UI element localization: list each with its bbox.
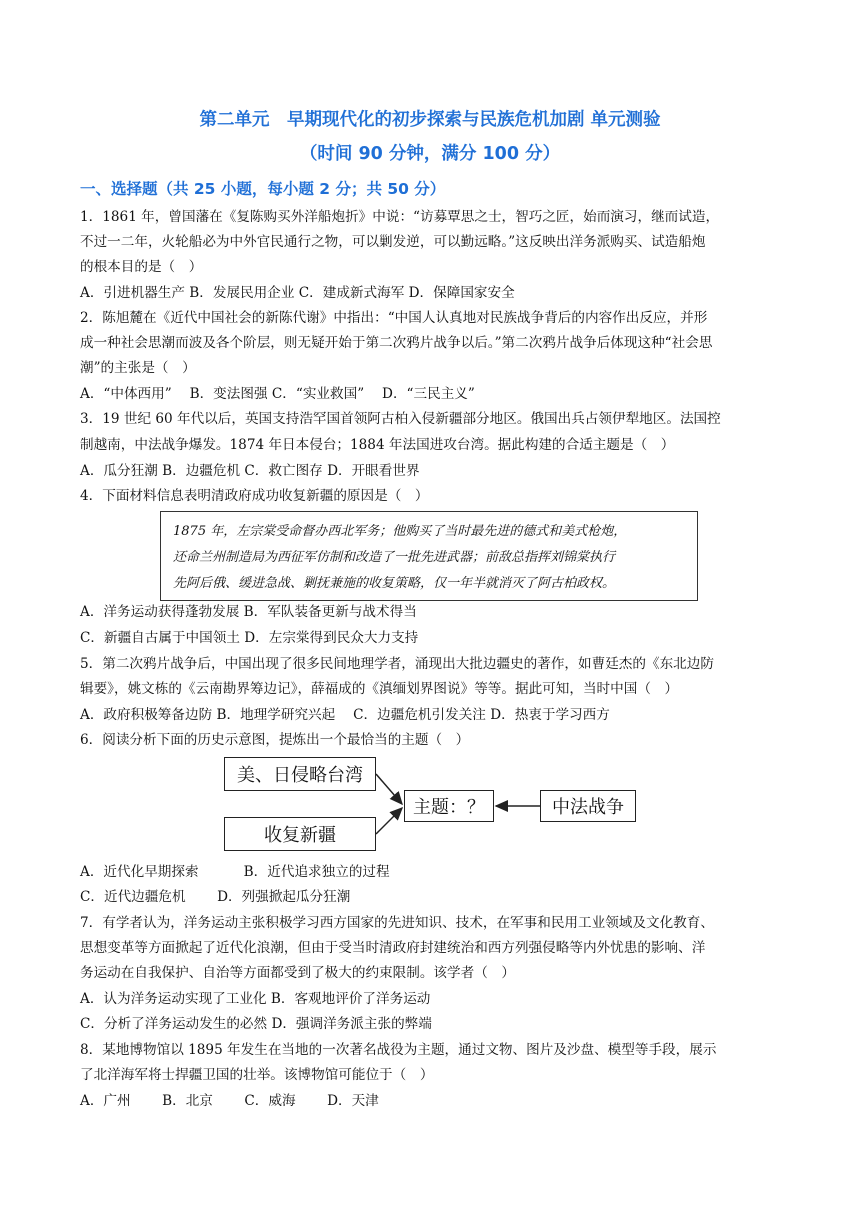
question-8-options: A．广州 B．北京 C．威海 D．天津 (80, 1093, 379, 1109)
question-3-line-1: 3．19 世纪 60 年代以后，英国支持浩罕国首领阿古柏入侵新疆部分地区。俄国出兵占领伊犁地区。法国控 (80, 411, 721, 427)
question-7-line-2: 思想变革等方面掀起了近代化浪潮，但由于受当时清政府封建统治和西方列强侵略等内外忧患的影响、洋 (80, 940, 706, 956)
question-4-options-1: A．洋务运动获得蓬勃发展 B．军队装备更新与战术得当 (80, 604, 417, 620)
history-diagram (224, 757, 636, 851)
question-4-line-1: 4．下面材料信息表明清政府成功收复新疆的原因是（ ） (80, 488, 429, 504)
question-1-options: A．引进机器生产 B．发展民用企业 C．建成新式海军 D．保障国家安全 (80, 285, 515, 301)
question-1-line-3: 的根本目的是（ ） (80, 259, 203, 275)
diagram-box-theme: 主题：？ (404, 790, 494, 822)
material-line: 1875 年，左宗棠受命督办西北军务；他购买了当时最先进的德式和美式枪炮， (173, 524, 627, 539)
material-line: 先阿后俄、缓进急战、剿抚兼施的收复策略，仅一年半就消灭了阿古柏政权。 (173, 576, 616, 591)
question-2-line-3: 潮”的主张是（ ） (80, 360, 196, 376)
question-7-options-2: C．分析了洋务运动发生的必然 D．强调洋务派主张的弊端 (80, 1016, 432, 1032)
question-2-line-1: 2．陈旭麓在《近代中国社会的新陈代谢》中指出：“中国人认真地对民族战争背后的内容作出反应，并形 (80, 310, 708, 326)
question-3-line-2: 制越南，中法战争爆发。1874 年日本侵台；1884 年法国进攻台湾。据此构建的合适主题是（ ） (80, 437, 675, 453)
question-4-options-2: C．新疆自古属于中国领土 D．左宗棠得到民众大力支持 (80, 630, 419, 646)
diagram-box-xinjiang: 收复新疆 (224, 817, 376, 851)
diagram-box-taiwan: 美、日侵略台湾 (224, 757, 376, 791)
diagram-box-sino-french-war: 中法战争 (540, 790, 636, 822)
question-3-options: A．瓜分狂潮 B．边疆危机 C．救亡图存 D．开眼看世界 (80, 463, 420, 479)
question-2-line-2: 成一种社会思潮而波及各个阶层，则无疑开始于第二次鸦片战争以后。”第二次鸦片战争后体现这种“社会思 (80, 335, 713, 351)
material-line: 还命兰州制造局为西征军仿制和改造了一批先进武器；前敌总指挥刘锦棠执行 (173, 550, 616, 565)
question-6-options-1: A．近代化早期探索 B．近代追求独立的过程 (80, 864, 390, 880)
question-4-material-box (160, 511, 698, 601)
unit-title: 第二单元 早期现代化的初步探索与民族危机加剧 单元测验 (199, 110, 661, 130)
question-5-line-1: 5．第二次鸦片战争后，中国出现了很多民间地理学者，涌现出大批边疆史的著作，如曹廷杰的《东北边防 (80, 656, 714, 672)
question-1-line-1: 1．1861 年，曾国藩在《复陈购买外洋船炮折》中说：“访募覃思之士，智巧之匠，始而演习，继而试造， (80, 209, 720, 225)
arrow-icon (376, 808, 402, 834)
arrow-icon (376, 774, 402, 804)
question-5-line-2: 辑要》，姚文栋的《云南勘界筹边记》，薛福成的《滇缅划界图说》等等。据此可知，当时中国（ ） (80, 681, 679, 697)
question-1-line-2: 不过一二年，火轮船必为中外官民通行之物，可以剿发逆，可以勤远略。”这反映出洋务派购买、试造船炮 (80, 234, 706, 250)
question-6-options-2: C．近代边疆危机 D．列强掀起瓜分狂潮 (80, 889, 351, 905)
question-6-line-1: 6．阅读分析下面的历史示意图，提炼出一个最恰当的主题（ ） (80, 732, 470, 748)
question-5-options: A．政府积极筹备边防 B．地理学研究兴起 C．边疆危机引发关注 D．热衷于学习西方 (80, 707, 610, 723)
question-2-options: A．“中体西用” B．变法图强 C．“实业救国” D．“三民主义” (80, 386, 475, 402)
question-7-line-1: 7．有学者认为，洋务运动主张积极学习西方国家的先进知识、技术，在军事和民用工业领域及文化教育、 (80, 915, 714, 931)
section-heading: 一、选择题（共 25 小题，每小题 2 分；共 50 分） (80, 180, 446, 198)
question-7-line-3: 务运动在自我保护、自治等方面都受到了极大的约束限制。该学者（ ） (80, 965, 515, 981)
question-7-options-1: A．认为洋务运动实现了工业化 B．客观地评价了洋务运动 (80, 991, 431, 1007)
exam-time-score: （时间 90 分钟，满分 100 分） (299, 144, 561, 164)
diagram-arrows (224, 757, 636, 851)
question-8-line-1: 8．某地博物馆以 1895 年发生在当地的一次著名战役为主题，通过文物、图片及沙盘、模型等手段，展示 (80, 1042, 717, 1058)
question-8-line-2: 了北洋海军将士捍疆卫国的壮举。该博物馆可能位于（ ） (80, 1067, 434, 1083)
